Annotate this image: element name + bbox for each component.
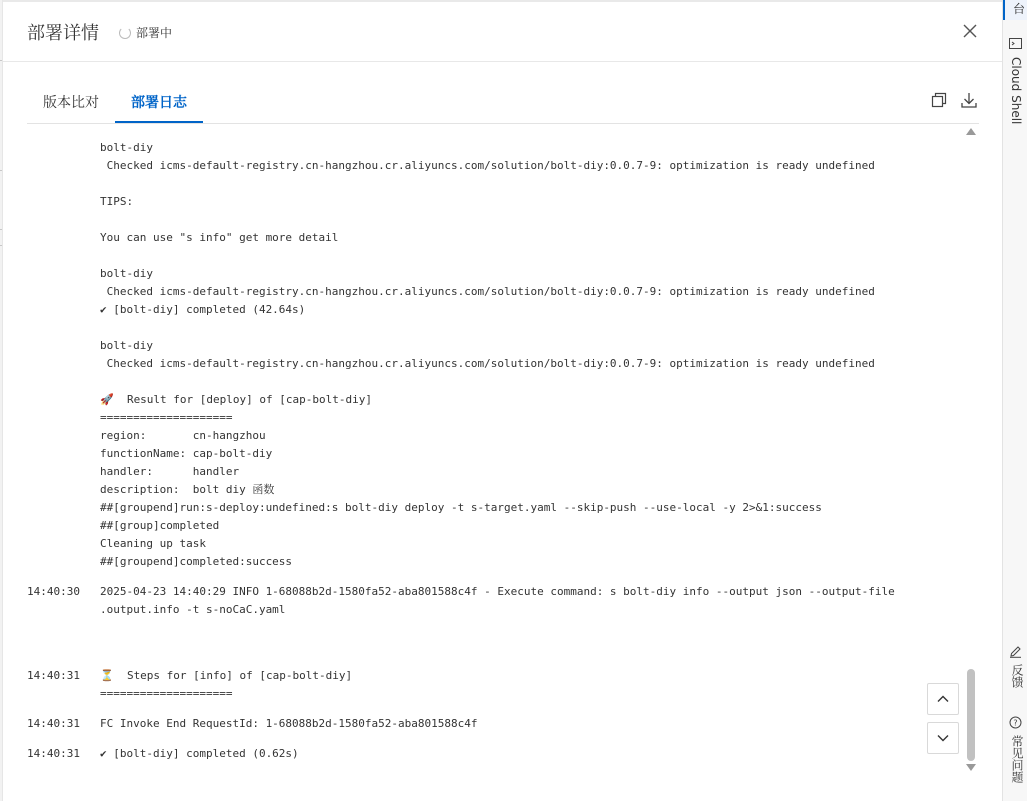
edit-feedback-icon[interactable]	[1009, 645, 1022, 658]
deploy-status-label: 部署中	[136, 26, 173, 40]
scrollbar-thumb[interactable]	[967, 669, 975, 761]
faq-link[interactable]: 常见问题	[1010, 735, 1024, 783]
copy-icon[interactable]	[930, 91, 948, 109]
help-icon[interactable]	[1009, 716, 1022, 729]
chevron-up-icon	[936, 692, 950, 706]
scroll-down-arrow-icon[interactable]	[966, 764, 976, 771]
sidebar-item-active-label: 台	[1013, 2, 1026, 16]
loading-spinner-icon	[119, 27, 131, 39]
tab-deploy-log[interactable]: 部署日志	[131, 95, 187, 111]
terminal-icon[interactable]	[1009, 37, 1022, 50]
feedback-link[interactable]: 反馈	[1010, 664, 1024, 688]
sidebar-item-active[interactable]	[1003, 0, 1027, 20]
deploy-details-drawer	[2, 0, 1002, 801]
scroll-to-top-button[interactable]	[927, 683, 959, 715]
tab-version-compare[interactable]: 版本比对	[43, 95, 99, 111]
close-icon[interactable]	[961, 22, 979, 40]
tab-bar	[27, 62, 979, 124]
svg-text:?: ?	[1013, 718, 1018, 728]
active-tab-indicator	[115, 121, 203, 123]
chevron-down-icon	[936, 731, 950, 745]
scroll-to-bottom-button[interactable]	[927, 722, 959, 754]
console-right-sidebar	[1002, 0, 1027, 801]
log-scrollbar[interactable]	[965, 126, 977, 774]
download-icon[interactable]	[960, 91, 978, 109]
drawer-title: 部署详情	[27, 23, 99, 44]
cloud-shell-link[interactable]: Cloud Shell	[1009, 57, 1023, 125]
deploy-log-output: bolt-diy Checked icms-default-registry.cn-hangzhou.cr.aliyuncs.com/solution/bolt-diy:0.0.7-9: optimization is ready undefined TIPS: You can use "s info" get more detail bolt-diy Checked icms-default-registry.cn-hangzhou.cr.aliyuncs.com/solution/bolt-diy:0.0.7-9: optimization is ready undefined ✔ [bolt-diy] completed (42.64s) bolt-diy Checked icms-default-registry.cn-hangzhou.cr.aliyuncs.com/solution/bolt-diy:0.0.7-9: optimization is ready undefined 🚀 Result for [deploy] of [cap-bolt-diy] ==================== region: cn-hangzhou functionName: cap-bolt-diy handler: handler description: bolt diy 函数 ##[groupend]run:s-deploy:undefined:s bolt-diy deploy -t s-target.yaml --skip-push --use-local -y 2>&1:success ##[group]completed Cleaning up task ##[groupend]completed:success 14:40:30 2025-04-23 14:40:29 INFO 1-68088b2d-1580fa52-aba801588c4f - Execute command: s bolt-diy info --output json --output-file .output.info -t s-noCaC.yaml 14:40:31 ⏳ Steps for [info] of [cap-bolt-diy] ==================== 14:40:31 FC Invoke End RequestId: 1-68088b2d-1580fa52-aba801588c4f 14:40:31 ✔ [bolt-diy] completed (0.62s)	[27, 141, 895, 760]
deploy-status	[119, 24, 172, 41]
drawer-header	[3, 0, 1003, 62]
scroll-up-arrow-icon[interactable]	[966, 128, 976, 135]
